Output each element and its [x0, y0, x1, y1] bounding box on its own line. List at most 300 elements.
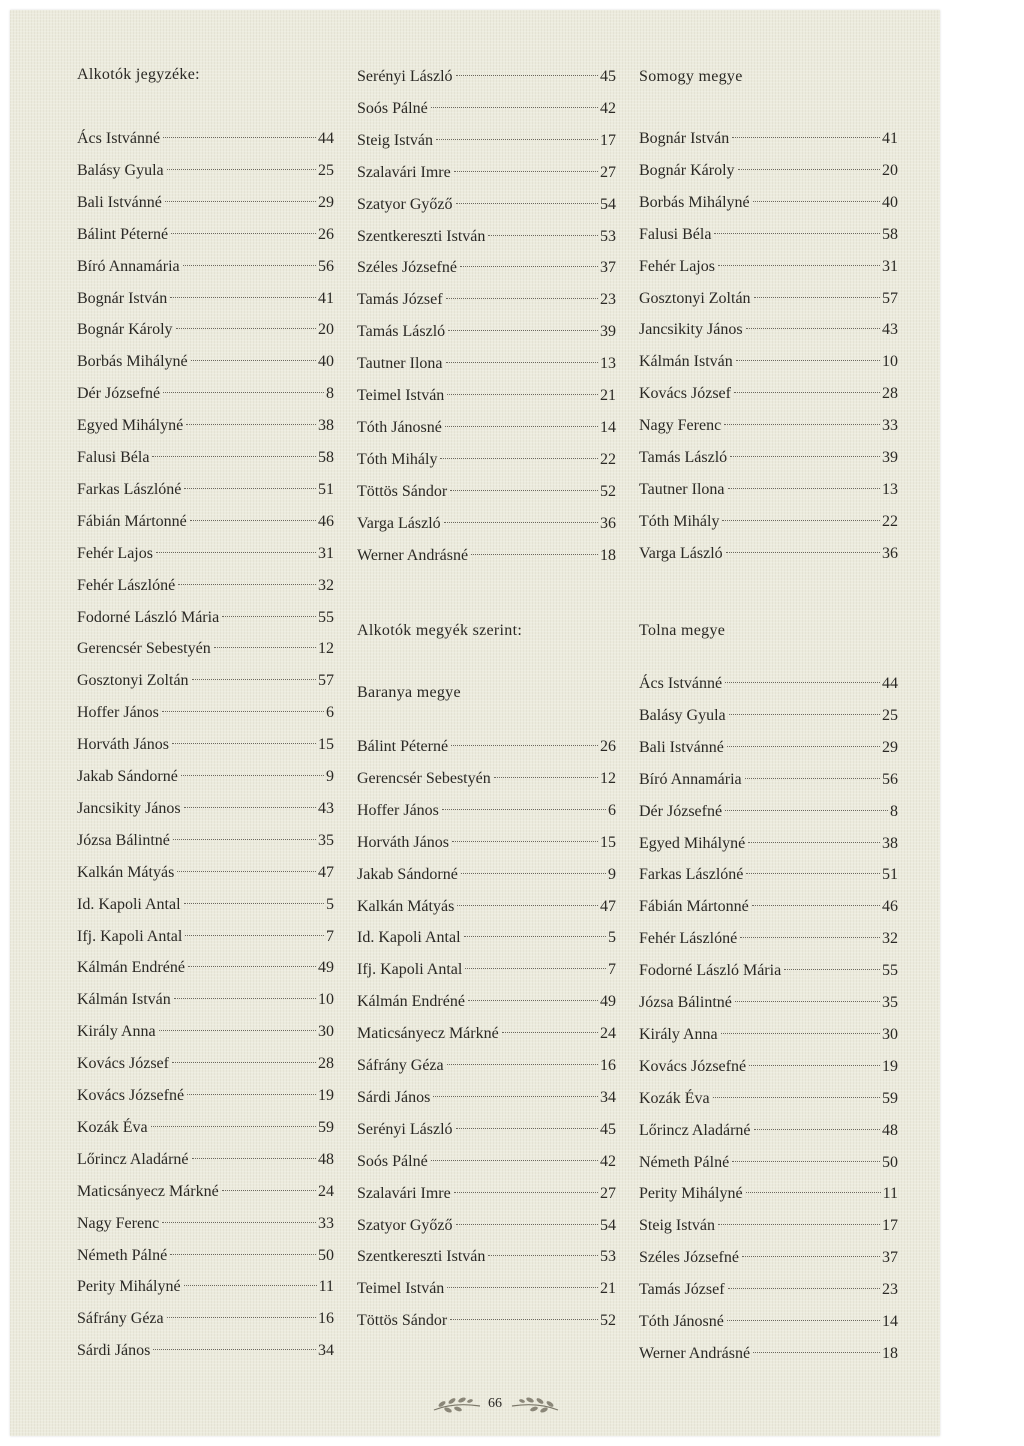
index-entry: [639, 707, 898, 729]
index-entry: [639, 130, 898, 152]
index-entry: [357, 834, 616, 856]
index-entry: [639, 1122, 898, 1144]
page-footer: [430, 1392, 560, 1418]
index-entry: [357, 547, 616, 569]
index-entry: [357, 483, 616, 505]
entry-name: Fábián Mártonné: [639, 898, 749, 916]
dot-leader: [754, 1129, 881, 1130]
dot-leader: [732, 1161, 880, 1162]
entry-page-number: 19: [318, 1087, 334, 1104]
dot-leader: [184, 807, 316, 808]
index-entry: [77, 991, 334, 1013]
index-entry: [77, 513, 334, 535]
entry-name: Gosztonyi Zoltán: [639, 289, 751, 307]
entry-name: Szatyor Győző: [357, 195, 453, 213]
entry-page-number: 6: [326, 704, 334, 722]
index-entry: [357, 738, 616, 760]
dot-leader: [184, 903, 324, 904]
dot-leader: [163, 137, 316, 138]
entry-name: Fodorné László Mária: [639, 962, 782, 980]
entry-page-number: 5: [326, 895, 334, 913]
entry-page-number: 17: [882, 1217, 898, 1235]
dot-leader: [170, 1254, 316, 1255]
dot-leader: [728, 488, 880, 489]
entry-page-number: 52: [600, 1312, 616, 1330]
dot-leader: [442, 809, 606, 810]
dot-leader: [718, 265, 880, 266]
index-entry: [77, 1247, 334, 1269]
entry-page-number: 57: [882, 289, 898, 307]
index-entry: [639, 449, 898, 471]
entry-page-number: 14: [600, 418, 616, 436]
index-entry: [77, 258, 334, 280]
entry-page-number: 9: [608, 865, 616, 883]
index-entry: [357, 1185, 616, 1207]
dot-leader: [167, 169, 316, 170]
index-entry: [639, 1281, 898, 1303]
index-entry: [77, 417, 334, 439]
dot-leader: [436, 139, 598, 140]
entry-name: Kálmán Endréné: [77, 959, 185, 977]
index-entry: [77, 609, 334, 631]
index-entry: [77, 1087, 334, 1109]
entry-name: Falusi Béla: [77, 449, 150, 466]
entry-page-number: 45: [600, 1120, 616, 1138]
index-entry: [357, 1121, 616, 1143]
entry-page-number: 27: [600, 1184, 616, 1202]
index-title: Alkotók jegyzéke:: [77, 66, 200, 83]
dot-leader: [190, 520, 316, 521]
index-entry: [357, 100, 616, 122]
entry-page-number: 41: [882, 130, 898, 147]
entry-page-number: 27: [600, 163, 616, 181]
entry-page-number: 25: [318, 161, 334, 179]
index-entry: [77, 545, 334, 567]
index-entry: [639, 1185, 898, 1207]
entry-page-number: 36: [882, 544, 898, 562]
dot-leader: [431, 107, 598, 108]
entry-name: Töttös Sándor: [357, 482, 448, 500]
dot-leader: [456, 1224, 598, 1225]
entry-name: Ifj. Kapoli Antal: [357, 961, 463, 979]
entry-page-number: 13: [882, 480, 898, 498]
index-entry: [77, 194, 334, 216]
entry-name: Jakab Sándorné: [357, 865, 458, 883]
entry-name: Németh Pálné: [77, 1246, 168, 1264]
entry-page-number: 44: [882, 675, 898, 692]
index-entry: [77, 832, 334, 854]
entry-name: Serényi László: [357, 68, 453, 85]
index-entry: [77, 736, 334, 758]
entry-page-number: 52: [600, 482, 616, 500]
dot-leader: [162, 1222, 316, 1223]
dot-leader: [502, 1032, 598, 1033]
entry-page-number: 47: [318, 863, 334, 881]
entry-page-number: 50: [882, 1153, 898, 1171]
entry-page-number: 26: [318, 225, 334, 243]
entry-page-number: 41: [318, 289, 334, 307]
index-entry: [639, 162, 898, 184]
dot-leader: [729, 714, 880, 715]
entry-page-number: 38: [882, 834, 898, 852]
entry-name: Tóth Jánosné: [357, 418, 442, 436]
dot-leader: [171, 233, 316, 234]
entry-page-number: 24: [600, 1025, 616, 1043]
dot-leader: [752, 905, 880, 906]
entry-name: Serényi László: [357, 1120, 453, 1138]
entry-name: Bognár István: [77, 289, 168, 307]
dot-leader: [451, 745, 598, 746]
dot-leader: [181, 775, 324, 776]
entry-name: Szatyor Győző: [357, 1216, 453, 1234]
entry-name: Id. Kapoli Antal: [357, 929, 461, 947]
dot-leader: [461, 873, 606, 874]
dot-leader: [728, 1288, 880, 1289]
dot-leader: [447, 1287, 598, 1288]
dot-leader: [746, 1192, 881, 1193]
dot-leader: [447, 394, 598, 395]
dot-leader: [447, 1064, 598, 1065]
entry-name: Dér Józsefné: [77, 385, 161, 403]
entry-page-number: 34: [318, 1342, 334, 1360]
entry-page-number: 50: [318, 1246, 334, 1264]
entry-page-number: 8: [890, 802, 898, 820]
dot-leader: [450, 1319, 598, 1320]
entry-name: Gerencsér Sebestyén: [357, 769, 491, 787]
dot-leader: [748, 842, 880, 843]
entry-name: Id. Kapoli Antal: [77, 895, 181, 913]
index-entry: [357, 898, 616, 920]
entry-page-number: 7: [608, 961, 616, 979]
index-entry: [77, 1055, 334, 1077]
entry-page-number: 58: [882, 225, 898, 243]
index-entry: [639, 545, 898, 567]
index-entry: [77, 864, 334, 886]
entry-page-number: 6: [608, 801, 616, 819]
dot-leader: [446, 298, 598, 299]
entry-name: Tautner Ilona: [639, 480, 725, 498]
dot-leader: [184, 488, 316, 489]
dot-leader: [172, 1062, 316, 1063]
entry-name: Józsa Bálintné: [639, 994, 732, 1011]
entry-page-number: 47: [600, 897, 616, 915]
entry-page-number: 58: [318, 449, 334, 466]
dot-leader: [457, 905, 598, 906]
index-entry: [639, 513, 898, 535]
entry-name: Kálmán István: [77, 991, 171, 1009]
entry-page-number: 54: [600, 195, 616, 213]
entry-name: Jakab Sándorné: [77, 768, 178, 785]
index-entry: [357, 1217, 616, 1239]
index-entry: [77, 385, 334, 407]
entry-name: Werner Andrásné: [639, 1344, 751, 1362]
dot-leader: [727, 746, 880, 747]
entry-page-number: 56: [318, 257, 334, 275]
index-entry: [639, 1090, 898, 1112]
index-entry: [357, 961, 616, 983]
entry-name: Maticsányecz Márkné: [357, 1025, 499, 1043]
dot-leader: [450, 490, 598, 491]
entry-page-number: 33: [318, 1214, 334, 1232]
entry-page-number: 26: [600, 738, 616, 755]
entry-name: Király Anna: [639, 1025, 718, 1043]
entry-name: Szentkereszti István: [357, 227, 486, 245]
entry-page-number: 48: [882, 1121, 898, 1139]
dot-leader: [465, 968, 606, 969]
dot-leader: [734, 392, 880, 393]
index-entry: [77, 768, 334, 790]
entry-name: Sárdi János: [357, 1088, 431, 1106]
entry-name: Tautner Ilona: [357, 355, 443, 373]
entry-page-number: 24: [318, 1182, 334, 1200]
entry-name: Nagy Ferenc: [639, 417, 722, 435]
dot-leader: [192, 679, 316, 680]
tolna-heading: Tolna megye: [639, 622, 726, 639]
entry-page-number: 11: [318, 1278, 334, 1296]
entry-page-number: 54: [600, 1216, 616, 1234]
index-entry: [77, 226, 334, 248]
entry-page-number: 35: [882, 994, 898, 1011]
index-entry: [357, 68, 616, 90]
entry-name: Balásy Gyula: [639, 706, 726, 724]
dot-leader: [172, 743, 316, 744]
index-entry: [357, 770, 616, 792]
entry-page-number: 59: [318, 1118, 334, 1136]
dot-leader: [176, 328, 316, 329]
entry-name: Lőrincz Aladárné: [77, 1150, 189, 1168]
index-entry: [357, 164, 616, 186]
dot-leader: [727, 1320, 880, 1321]
index-entry: [77, 959, 334, 981]
entry-name: Nagy Ferenc: [77, 1214, 160, 1232]
entry-page-number: 36: [600, 514, 616, 532]
entry-name: Fehér Lajos: [77, 544, 153, 562]
entry-page-number: 28: [318, 1055, 334, 1073]
index-entry: [357, 1057, 616, 1079]
dot-leader: [222, 616, 316, 617]
dot-leader: [724, 424, 880, 425]
entry-page-number: 59: [882, 1089, 898, 1107]
dot-leader: [456, 203, 598, 204]
entry-name: Steig István: [639, 1217, 715, 1235]
entry-name: Teimel István: [357, 1280, 445, 1298]
index-entry: [639, 1313, 898, 1335]
entry-page-number: 10: [318, 991, 334, 1009]
entry-page-number: 42: [600, 99, 616, 117]
index-entry: [639, 1249, 898, 1271]
entry-name: Fehér Lajos: [639, 257, 715, 275]
dot-leader: [188, 966, 316, 967]
dot-leader: [454, 1192, 598, 1193]
index-entry: [77, 896, 334, 918]
index-entry: [357, 1089, 616, 1111]
dot-leader: [735, 1001, 880, 1002]
index-entry: [77, 1183, 334, 1205]
entry-name: Bognár Károly: [77, 321, 173, 339]
index-entry: [357, 451, 616, 473]
entry-page-number: 9: [326, 768, 334, 785]
entry-name: Ács Istvánné: [639, 675, 723, 692]
dot-leader: [730, 456, 880, 457]
index-entry: [357, 1248, 616, 1270]
entry-name: Teimel István: [357, 387, 445, 404]
index-entry: [639, 803, 898, 825]
index-entry: [77, 449, 334, 471]
entry-name: Tamás László: [639, 449, 728, 466]
entry-name: Sáfrány Géza: [77, 1310, 164, 1328]
index-entry: [357, 1025, 616, 1047]
entry-name: Horváth János: [357, 833, 449, 851]
by-county-heading: Alkotók megyék szerint:: [357, 622, 523, 639]
dot-leader: [222, 1190, 316, 1191]
laurel-right-icon: [510, 1392, 562, 1416]
dot-leader: [440, 458, 598, 459]
dot-leader: [726, 552, 880, 553]
dot-leader: [456, 1128, 598, 1129]
dot-leader: [742, 1256, 880, 1257]
entry-page-number: 22: [600, 450, 616, 468]
index-entry: [357, 132, 616, 154]
entry-name: Szalavári Imre: [357, 1184, 451, 1202]
entry-name: Kozák Éva: [639, 1089, 710, 1107]
entry-name: Steig István: [357, 131, 433, 149]
dot-leader: [192, 1158, 317, 1159]
entry-page-number: 12: [600, 769, 616, 787]
entry-name: Bognár István: [639, 130, 730, 147]
entry-page-number: 44: [318, 130, 334, 147]
index-entry: [77, 130, 334, 152]
entry-name: Kozák Éva: [77, 1118, 148, 1136]
dot-leader: [494, 777, 598, 778]
dot-leader: [721, 1033, 880, 1034]
dot-leader: [187, 1094, 316, 1095]
index-entry: [77, 321, 334, 343]
entry-page-number: 40: [318, 353, 334, 371]
entry-name: Perity Mihályné: [77, 1278, 181, 1296]
index-entry: [639, 898, 898, 920]
entry-name: Kovács József: [77, 1055, 169, 1073]
entry-name: Bali Istvánné: [77, 193, 162, 211]
index-entry: [77, 481, 334, 503]
dot-leader: [184, 1285, 317, 1286]
dot-leader: [464, 936, 606, 937]
entry-name: Balásy Gyula: [77, 161, 164, 179]
entry-page-number: 21: [600, 387, 616, 404]
dot-leader: [186, 424, 316, 425]
dot-leader: [152, 456, 316, 457]
entry-name: Hoffer János: [357, 801, 439, 819]
entry-name: Bálint Péterné: [357, 738, 449, 755]
dot-leader: [713, 1097, 880, 1098]
entry-page-number: 51: [318, 480, 334, 498]
index-entry: [77, 1342, 334, 1364]
dot-leader: [446, 362, 598, 363]
entry-name: Kovács Józsefné: [77, 1087, 185, 1104]
index-entry: [639, 290, 898, 312]
entry-page-number: 32: [318, 576, 334, 594]
entry-page-number: 43: [318, 799, 334, 817]
index-entry: [357, 228, 616, 250]
entry-name: Széles Józsefné: [639, 1249, 739, 1267]
entry-name: Kálmán István: [639, 353, 733, 371]
index-entry: [357, 802, 616, 824]
dot-leader: [162, 711, 324, 712]
dot-leader: [753, 1352, 880, 1353]
index-entry: [639, 1026, 898, 1048]
dot-leader: [214, 647, 316, 648]
entry-name: Fodorné László Mária: [77, 608, 220, 626]
entry-page-number: 45: [600, 68, 616, 85]
entry-name: Lőrincz Aladárné: [639, 1121, 751, 1139]
entry-name: Tamás József: [357, 291, 443, 309]
dot-leader: [740, 937, 880, 938]
dot-leader: [452, 841, 598, 842]
dot-leader: [433, 1096, 598, 1097]
entry-page-number: 13: [600, 355, 616, 373]
entry-page-number: 49: [600, 993, 616, 1011]
index-entry: [357, 196, 616, 218]
index-entry: [77, 1215, 334, 1237]
entry-page-number: 17: [600, 131, 616, 149]
entry-name: Borbás Mihályné: [639, 193, 750, 211]
index-entry: [639, 739, 898, 761]
index-entry: [357, 419, 616, 441]
index-entry: [639, 771, 898, 793]
index-entry: [77, 353, 334, 375]
index-entry: [357, 355, 616, 377]
entry-page-number: 10: [882, 353, 898, 371]
entry-page-number: 20: [882, 161, 898, 179]
dot-leader: [165, 201, 316, 202]
entry-name: Fehér Lászlóné: [639, 930, 738, 948]
dot-leader: [156, 552, 316, 553]
index-entry: [639, 1058, 898, 1080]
entry-name: Jancsikity János: [639, 321, 743, 339]
entry-name: Farkas Lászlóné: [639, 866, 744, 884]
dot-leader: [718, 1224, 880, 1225]
dot-leader: [151, 1126, 316, 1127]
entry-name: Ács Istvánné: [77, 130, 161, 147]
index-entry: [639, 1154, 898, 1176]
index-entry: [639, 675, 898, 697]
index-entry: [639, 321, 898, 343]
baranya-heading: Baranya megye: [357, 684, 461, 701]
index-entry: [639, 481, 898, 503]
entry-name: Bali Istvánné: [639, 738, 724, 756]
dot-leader: [444, 522, 598, 523]
index-entry: [77, 1119, 334, 1141]
entry-page-number: 15: [600, 833, 616, 851]
dot-leader: [736, 360, 880, 361]
entry-page-number: 49: [318, 959, 334, 977]
index-entry: [639, 994, 898, 1016]
entry-page-number: 8: [326, 385, 334, 403]
dot-leader: [753, 201, 880, 202]
index-entry: [639, 417, 898, 439]
entry-page-number: 7: [326, 927, 334, 945]
somogy-heading: Somogy megye: [639, 68, 743, 85]
index-entry: [639, 226, 898, 248]
index-entry: [639, 353, 898, 375]
entry-page-number: 22: [882, 512, 898, 530]
entry-name: Kalkán Mátyás: [77, 863, 175, 881]
index-entry: [639, 1217, 898, 1239]
entry-page-number: 35: [318, 831, 334, 849]
entry-page-number: 37: [600, 259, 616, 277]
index-entry: [639, 866, 898, 888]
entry-page-number: 18: [600, 546, 616, 564]
entry-page-number: 18: [882, 1344, 898, 1362]
